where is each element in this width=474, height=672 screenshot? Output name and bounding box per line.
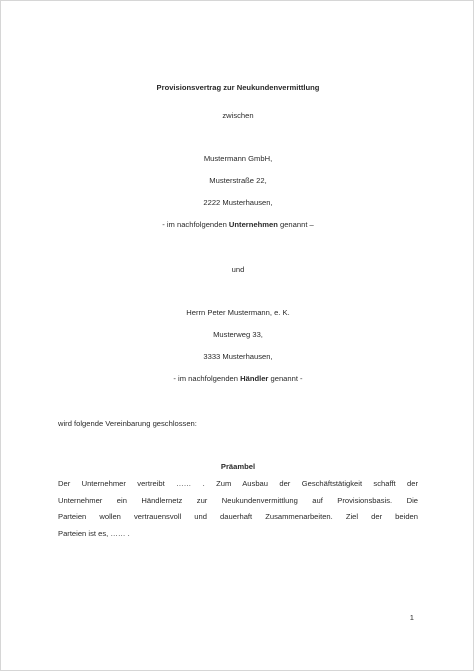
company-role-prefix: - im nachfolgenden: [162, 220, 229, 229]
dealer-role-line: [58, 374, 418, 384]
preamble-heading: Präambel: [220, 462, 256, 471]
dealer-role-name: Händler: [240, 374, 269, 383]
company-city: 2222 Musterhausen,: [203, 198, 273, 207]
dealer-role-prefix: - im nachfolgenden: [173, 374, 241, 383]
and-text: und: [231, 265, 245, 274]
preamble-paragraph: [58, 476, 418, 543]
preamble-line: Unternehmer ein Händlernetz zur Neukundenvermittlung auf Provisionsbasis. Die: [58, 495, 418, 505]
dealer-street: Musterweg 33,: [213, 330, 263, 339]
document-page: [58, 1, 418, 672]
preamble-line: Parteien ist es, …… .: [58, 529, 130, 539]
dealer-city: 3333 Musterhausen,: [203, 352, 273, 361]
agreement-text: wird folgende Vereinbarung geschlossen:: [58, 419, 197, 428]
company-role-suffix: genannt –: [277, 220, 314, 229]
between-text: zwischen: [222, 111, 254, 120]
company-role-name: Unternehmen: [228, 220, 278, 229]
company-role-line: [58, 220, 418, 230]
preamble-line: Parteien wollen vertrauensvoll und dauerhaft Zusammenarbeiten. Ziel der beiden: [58, 512, 418, 522]
company-name: Mustermann GmbH,: [203, 154, 273, 163]
document-title: Provisionsvertrag zur Neukundenvermittlung: [156, 83, 320, 92]
preamble-line: Der Unternehmer vertreibt …… . Zum Ausbau der Geschäftstätigkeit schafft der: [58, 479, 418, 488]
dealer-name: Herrn Peter Mustermann, e. K.: [186, 308, 290, 317]
company-street: Musterstraße 22,: [209, 176, 267, 185]
dealer-role-suffix: genannt -: [268, 374, 303, 383]
page-number: 1: [409, 613, 414, 622]
